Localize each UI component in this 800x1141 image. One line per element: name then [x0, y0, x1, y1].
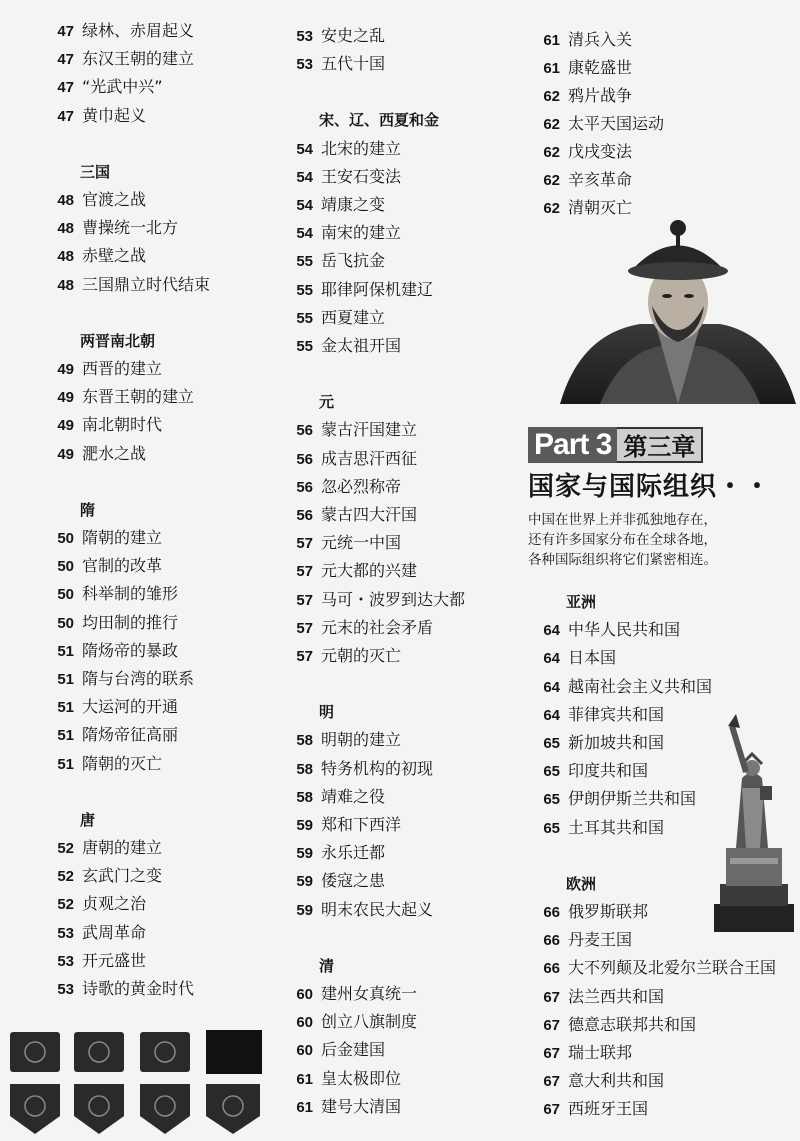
toc-entry[interactable] [44, 975, 194, 1003]
page-number: 61 [296, 1070, 313, 1088]
page-number: 49 [57, 417, 74, 435]
entry-title: 官制的改革 [82, 556, 163, 576]
entry-title: 北宋的建立 [321, 138, 402, 158]
entry-title: 贞观之治 [82, 894, 147, 914]
page-number: 66 [543, 904, 560, 921]
entry-title: 元大都的兴建 [321, 561, 418, 581]
page-number: 49 [57, 389, 74, 407]
part3-banner [528, 427, 774, 463]
page-number: 53 [296, 56, 313, 74]
page-number: 52 [57, 868, 74, 886]
entry-title: 元统一中国 [321, 533, 402, 553]
entry-title: 皇太极即位 [321, 1068, 402, 1088]
section-heading: 清 [319, 956, 335, 975]
entry-title: 鸦片战争 [568, 86, 633, 105]
description-line: 各种国际组织将它们紧密相连。 [528, 552, 717, 568]
page-number: 62 [543, 144, 560, 161]
toc-entry[interactable] [283, 473, 401, 501]
page-number: 67 [543, 988, 560, 1006]
toc-entry[interactable] [530, 82, 632, 110]
entry-title: 均田制的推行 [82, 612, 179, 632]
page-number: 52 [57, 896, 74, 914]
entry-title: 忽必烈称帝 [321, 476, 402, 496]
page-number: 55 [296, 338, 313, 355]
page-number: 65 [543, 763, 560, 781]
entry-title: 武周革命 [82, 922, 147, 942]
section-heading: 唐 [80, 810, 96, 829]
entry-title: 元朝的灭亡 [321, 646, 402, 665]
page-number: 56 [296, 422, 313, 440]
section-heading: 两晋南北朝 [80, 331, 156, 350]
page-number: 56 [296, 478, 313, 496]
page-number: 48 [57, 248, 74, 266]
section-heading: 亚洲 [566, 593, 597, 611]
page-number: 48 [57, 192, 74, 209]
toc-entry[interactable] [44, 890, 146, 918]
section-heading: 隋 [80, 500, 96, 519]
page-number: 57 [296, 591, 313, 609]
page-number: 64 [543, 706, 560, 724]
page-number: 64 [543, 622, 560, 640]
toc-entry[interactable] [283, 445, 417, 473]
entry-title: 赤壁之战 [82, 246, 147, 266]
toc-entry[interactable] [283, 22, 385, 50]
entry-title: 俄罗斯联邦 [568, 902, 649, 921]
entry-title: 清朝灭亡 [568, 198, 633, 217]
entry-title: 瑞士联邦 [568, 1043, 633, 1062]
page-number: 55 [296, 309, 313, 327]
part3-chapter-block [528, 424, 798, 574]
page-number: 64 [543, 678, 560, 696]
entry-title: 明末农民大起义 [321, 899, 434, 919]
toc-entry[interactable] [44, 102, 146, 130]
entry-title: 开元盛世 [82, 950, 147, 970]
entry-title: 丹麦王国 [568, 930, 633, 950]
page-number: 54 [296, 225, 313, 243]
toc-entry[interactable] [283, 586, 465, 614]
toc-entry[interactable] [44, 411, 162, 439]
entry-title: 科举制的雏形 [82, 584, 179, 604]
page-number: 47 [57, 79, 74, 97]
toc-entry[interactable] [283, 755, 433, 783]
entry-title: 隋炀帝的暴政 [82, 640, 179, 660]
entry-title: 西夏建立 [321, 307, 386, 327]
qing-official-portrait-image [560, 214, 796, 414]
page-number: 60 [296, 1014, 313, 1032]
page-number: 53 [296, 28, 313, 45]
toc-entry[interactable] [530, 166, 632, 194]
page-number: 66 [543, 960, 560, 978]
toc-entry[interactable] [44, 214, 178, 242]
toc-entry[interactable] [530, 26, 632, 54]
toc-entry[interactable] [283, 1093, 401, 1121]
page-number: 57 [296, 648, 313, 665]
page-number: 62 [543, 172, 560, 189]
page-number: 57 [296, 619, 313, 637]
entry-title: 新加坡共和国 [568, 733, 665, 752]
entry-title: 绿林、赤眉起义 [82, 21, 195, 40]
section-heading: 元 [319, 393, 335, 412]
toc-entry[interactable] [44, 440, 146, 468]
entry-title: 蒙古汗国建立 [321, 420, 418, 440]
entry-title: 诗歌的黄金时代 [82, 979, 195, 998]
page-number: 58 [296, 732, 313, 750]
entry-title: 南宋的建立 [321, 223, 402, 243]
entry-title: 越南社会主义共和国 [568, 676, 713, 696]
entry-title: 意大利共和国 [568, 1071, 665, 1091]
page-number: 48 [57, 276, 74, 294]
section-heading: 明 [319, 703, 335, 722]
entry-title: 东晋王朝的建立 [82, 387, 195, 407]
entry-title: 特务机构的初现 [321, 758, 434, 778]
page-number: 49 [57, 361, 74, 378]
toc-entry[interactable] [44, 721, 178, 749]
entry-title: 永乐迁都 [321, 843, 386, 863]
entry-title: 黄巾起义 [82, 105, 147, 125]
section-heading: 宋、辽、西夏和金 [319, 111, 440, 130]
description-line: 还有许多国家分布在全球各地， [528, 532, 717, 548]
toc-entry[interactable] [44, 947, 146, 975]
entry-title: 安史之乱 [321, 26, 386, 45]
page-number: 61 [296, 1098, 313, 1116]
page-number: 54 [296, 197, 313, 214]
page-number: 56 [296, 507, 313, 524]
entry-title: 土耳其共和国 [568, 817, 665, 837]
chapter-label: 第三章 [617, 427, 703, 463]
entry-title: 法兰西共和国 [568, 986, 665, 1006]
toc-entry[interactable] [44, 186, 146, 214]
toc-entry[interactable] [530, 1039, 632, 1067]
page-number: 50 [57, 586, 74, 604]
toc-entry[interactable] [283, 1008, 417, 1036]
entry-title: 隋炀帝征高丽 [82, 725, 179, 745]
toc-entry[interactable] [283, 726, 401, 754]
entry-title: 蒙古四大汗国 [321, 505, 418, 524]
page-number: 51 [57, 642, 74, 660]
toc-entry[interactable] [283, 1036, 385, 1064]
page-number: 62 [543, 200, 560, 217]
entry-title: 西班牙王国 [568, 1099, 649, 1119]
toc-entry[interactable] [283, 332, 401, 360]
page-number: 58 [296, 788, 313, 806]
page-number: 50 [57, 558, 74, 576]
toc-entry[interactable] [530, 673, 712, 701]
part3-label: Part 3 [528, 427, 617, 463]
page-number: 58 [296, 760, 313, 778]
toc-entry[interactable] [44, 355, 162, 383]
entry-title: 菲律宾共和国 [568, 704, 665, 724]
toc-entry[interactable] [530, 1067, 664, 1095]
entry-title: 明朝的建立 [321, 730, 402, 750]
toc-entry[interactable] [283, 839, 385, 867]
entry-title: “光武中兴” [82, 77, 163, 97]
toc-entry[interactable] [283, 501, 417, 529]
toc-entry[interactable] [44, 524, 162, 552]
entry-title: 王安石变法 [321, 166, 402, 186]
entry-title: 西晋的建立 [82, 359, 163, 378]
page-number: 56 [296, 450, 313, 468]
toc-entry[interactable] [44, 580, 178, 608]
entry-title: 淝水之战 [82, 443, 147, 463]
entry-title: 倭寇之患 [321, 871, 386, 891]
toc-entry[interactable] [44, 552, 162, 580]
page-number: 54 [296, 168, 313, 186]
statue-of-liberty-image [706, 708, 798, 936]
page-number: 55 [296, 281, 313, 299]
toc-entry[interactable] [530, 983, 664, 1011]
entry-title: 南北朝时代 [82, 415, 163, 435]
toc-entry[interactable] [44, 271, 210, 299]
entry-title: 金太祖开国 [321, 336, 402, 355]
page-number: 51 [57, 755, 74, 773]
toc-entry[interactable] [530, 785, 696, 813]
entry-title: 靖康之变 [321, 195, 386, 214]
page-number: 47 [57, 51, 74, 69]
entry-title: 清兵入关 [568, 30, 633, 49]
entry-title: 大不列颠及北爱尔兰联合王国 [568, 958, 777, 978]
entry-title: 印度共和国 [568, 761, 649, 781]
toc-entry[interactable] [530, 1011, 696, 1039]
entry-title: 元末的社会矛盾 [321, 617, 434, 637]
toc-entry[interactable] [44, 834, 162, 862]
page-number: 67 [543, 1073, 560, 1091]
toc-entry[interactable] [44, 383, 194, 411]
page-number: 54 [296, 140, 313, 158]
embroidered-patterns-image [0, 1024, 280, 1141]
page-number: 55 [296, 253, 313, 271]
entry-title: 东汉王朝的建立 [82, 49, 195, 69]
entry-title: 太平天国运动 [568, 114, 665, 133]
page-number: 50 [57, 530, 74, 547]
description-line: 中国在世界上并非孤独地存在， [528, 512, 717, 528]
page-number: 48 [57, 220, 74, 238]
entry-title: 建州女真统一 [321, 984, 418, 1003]
page-number: 65 [543, 791, 560, 809]
page-number: 65 [543, 735, 560, 752]
toc-entry[interactable] [530, 138, 632, 166]
page-number: 47 [57, 23, 74, 40]
entry-title: 五代十国 [321, 54, 386, 74]
toc-entry[interactable] [283, 50, 385, 78]
toc-entry[interactable] [530, 954, 776, 982]
page-number: 60 [296, 986, 313, 1003]
toc-entry[interactable] [530, 814, 664, 842]
toc-entry[interactable] [44, 242, 146, 270]
toc-entry[interactable] [283, 980, 417, 1008]
toc-entry[interactable] [530, 616, 680, 644]
entry-title: 康乾盛世 [568, 58, 633, 77]
toc-entry[interactable] [283, 304, 385, 332]
entry-title: 岳飞抗金 [321, 251, 386, 271]
page-number: 62 [543, 88, 560, 105]
page-number: 61 [543, 60, 560, 77]
entry-title: 戊戌变法 [568, 142, 633, 161]
entry-title: 建号大清国 [321, 1096, 402, 1116]
section-heading: 三国 [80, 162, 111, 181]
page-number: 64 [543, 650, 560, 668]
entry-title: 唐朝的建立 [82, 838, 163, 857]
toc-entry[interactable] [530, 110, 664, 138]
toc-entry[interactable] [283, 276, 433, 304]
page-number: 67 [543, 1016, 560, 1034]
entry-title: 玄武门之变 [82, 866, 163, 886]
toc-entry[interactable] [283, 783, 385, 811]
toc-entry[interactable] [530, 926, 632, 954]
entry-title: 大运河的开通 [82, 697, 179, 717]
entry-title: 中华人民共和国 [568, 620, 681, 640]
toc-entry[interactable] [44, 73, 163, 101]
page-number: 57 [296, 563, 313, 581]
toc-entry[interactable] [283, 614, 433, 642]
entry-title: 曹操统一北方 [82, 218, 179, 238]
toc-entry[interactable] [44, 862, 162, 890]
page-number: 47 [57, 107, 74, 125]
toc-entry[interactable] [283, 557, 417, 585]
page-number: 59 [296, 873, 313, 891]
page-number: 53 [57, 952, 74, 970]
toc-entry[interactable] [283, 867, 385, 895]
section-heading: 欧洲 [566, 874, 597, 893]
entry-title: 日本国 [568, 648, 617, 668]
toc-entry[interactable] [530, 701, 664, 729]
toc-entry[interactable] [44, 637, 178, 665]
chapter-title: 国家与国际组织・・ [528, 472, 772, 502]
toc-entry[interactable] [530, 729, 664, 757]
entry-title: 靖难之役 [321, 786, 386, 806]
toc-entry[interactable] [283, 247, 385, 275]
toc-entry[interactable] [283, 135, 401, 163]
entry-title: 后金建国 [321, 1040, 386, 1060]
toc-entry[interactable] [44, 609, 178, 637]
page-number: 66 [543, 932, 560, 950]
toc-entry[interactable] [530, 757, 648, 785]
toc-entry[interactable] [44, 45, 194, 73]
page-number: 59 [296, 901, 313, 919]
toc-entry[interactable] [44, 17, 194, 45]
entry-title: 马可・波罗到达大都 [321, 589, 466, 609]
entry-title: 耶律阿保机建辽 [321, 279, 434, 299]
page-number: 67 [543, 1101, 560, 1119]
entry-title: 官渡之战 [82, 190, 147, 209]
page-number: 62 [543, 116, 560, 133]
page-number: 52 [57, 840, 74, 857]
page-number: 49 [57, 445, 74, 463]
page-number: 51 [57, 727, 74, 745]
toc-entry[interactable] [530, 644, 616, 672]
entry-title: 隋与台湾的联系 [82, 669, 195, 688]
entry-title: 郑和下西洋 [321, 815, 402, 834]
page-number: 57 [296, 535, 313, 553]
toc-entry[interactable] [530, 1095, 648, 1123]
toc-entry[interactable] [283, 811, 401, 839]
page-number: 59 [296, 817, 313, 834]
toc-entry[interactable] [283, 191, 385, 219]
page-number: 53 [57, 981, 74, 998]
toc-entry[interactable] [283, 529, 401, 557]
page-number: 51 [57, 699, 74, 717]
entry-title: 隋朝的建立 [82, 528, 163, 547]
toc-entry[interactable] [283, 642, 401, 670]
entry-title: 三国鼎立时代结束 [82, 274, 211, 294]
entry-title: 隋朝的灭亡 [82, 753, 163, 773]
entry-title: 德意志联邦共和国 [568, 1014, 697, 1034]
toc-entry[interactable] [44, 750, 162, 778]
page-number: 51 [57, 671, 74, 688]
page-number: 59 [296, 845, 313, 863]
toc-entry[interactable] [283, 219, 401, 247]
chapter-description [528, 510, 790, 570]
page-number: 61 [543, 32, 560, 49]
toc-entry[interactable] [530, 54, 632, 82]
page-number: 50 [57, 614, 74, 632]
entry-title: 成吉思汗西征 [321, 448, 418, 468]
toc-entry[interactable] [283, 163, 401, 191]
toc-entry[interactable] [44, 919, 146, 947]
page-number: 60 [296, 1042, 313, 1060]
toc-entry[interactable] [44, 665, 194, 693]
entry-title: 伊朗伊斯兰共和国 [568, 789, 697, 809]
page-number: 67 [543, 1045, 560, 1062]
page-number: 53 [57, 924, 74, 942]
toc-entry[interactable] [283, 1065, 401, 1093]
toc-entry[interactable] [530, 898, 648, 926]
toc-entry[interactable] [44, 693, 178, 721]
entry-title: 辛亥革命 [568, 170, 633, 189]
toc-entry[interactable] [283, 416, 417, 444]
entry-title: 创立八旗制度 [321, 1012, 418, 1032]
page-number: 65 [543, 819, 560, 837]
toc-entry[interactable] [283, 896, 433, 924]
